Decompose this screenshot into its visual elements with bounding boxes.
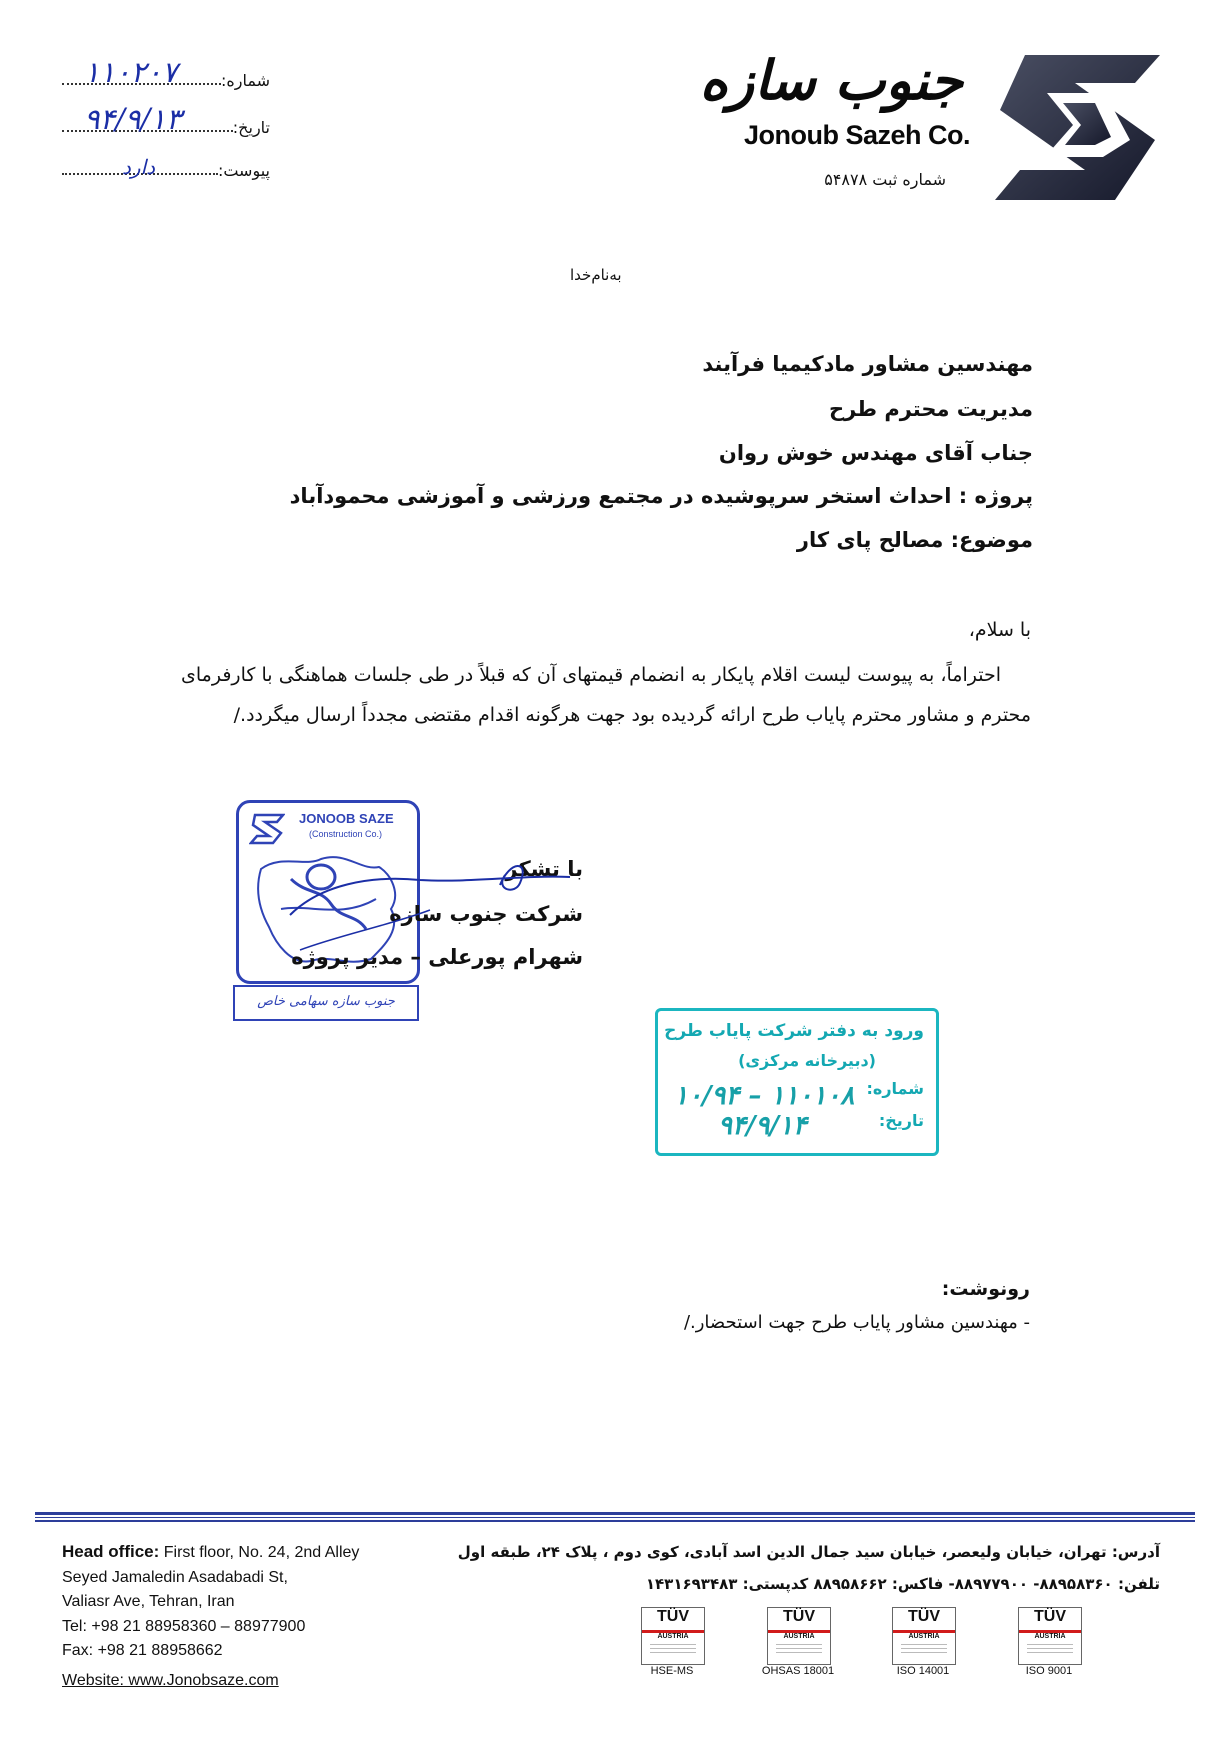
footer-persian-address [458,1536,1160,1600]
stamp-company-sub: (Construction Co.) [309,829,383,839]
footer-en-line1: First floor, No. 24, 2nd Alley [159,1544,360,1561]
tuv-badge-icon [767,1607,831,1665]
entry-stamp-date-label: تاریخ: [878,1111,924,1130]
recipient-line-2: مدیریت محترم طرح [829,397,1033,421]
signature-name: شهرام پورعلی – مدیر پروژه [291,945,583,969]
entry-stamp-number-value: ۱۱۰۱۰۸ – ۱۰/۹۴ [674,1081,855,1111]
handwritten-signature [280,855,580,955]
tuv-badge-icon [892,1607,956,1665]
ref-number-label: شماره: [220,71,270,90]
cert-label: ISO 9001 [1025,1665,1073,1677]
ref-date-row [62,102,270,137]
signature-company: شرکت جنوب سازه [389,902,583,926]
tuv-text: TÜV [1019,1608,1081,1633]
stamp-company-name: JONOOB SAZE [299,811,394,826]
cert-label: OHSAS 18001 [761,1665,835,1677]
tuv-text: TÜV [768,1608,830,1633]
tuv-sub: AUSTRIA [657,1633,689,1640]
footer-rule-top [35,1512,1195,1515]
cert-hse [617,1607,727,1677]
ref-attachment-value: دارد [122,155,156,179]
entry-stamp-title: ورود به دفتر شرکت پایاب طرح [664,1021,924,1041]
letter-body: احتراماً، به پیوست لیست اقلام پایکار به انضمام قیمتهای آن که قبلاً در طی جلسات هماهنگی با کارفرمای محترم و مشاور محترم پایاب طرح ارائه گردیده بود جهت هرگونه اقدام مقتضی مجدداً ارسال میگردد./ [181,664,1031,726]
ref-attachment-row [62,150,270,180]
footer-fa-address: آدرس: تهران، خیابان ولیعصر، خیابان سید جمال الدین اسد آبادی، کوی دوم ، پلاک ۲۴، طبقه اول [457,1543,1160,1561]
footer-rule-bottom [35,1520,1195,1522]
footer-en-line2: Seyed Jamaledin Asadabadi St, [62,1568,288,1586]
tuv-badge-icon [641,1607,705,1665]
footer-en-tel: Tel: +98 21 88958360 – 88977900 [62,1617,306,1635]
cc-item: - مهندسین مشاور پایاب طرح جهت استحضار./ [683,1312,1030,1333]
tuv-text: TÜV [893,1608,955,1633]
cc-title: رونوشت: [941,1278,1030,1300]
tuv-sub: AUSTRIA [783,1633,815,1640]
entry-stamp-date-value: ۹۴/۹/۱۴ [718,1111,807,1141]
signature-thanks: با تشکر [505,857,583,881]
subject-line: موضوع: مصالح پای کار [796,528,1033,552]
recipient-line-3: جناب آقای مهندس خوش روان [718,441,1033,465]
logo-persian-text: جنوب سازه [699,48,963,112]
tuv-sub: AUSTRIA [908,1633,940,1640]
stamp-logo-icon [249,813,285,845]
tuv-sub: AUSTRIA [1034,1633,1066,1640]
entry-stamp-subtitle: (دبیرخانه مرکزی) [738,1051,876,1070]
ref-number-row [62,55,270,90]
recipient-line-1: مهندسین مشاور مادکیمیا فرآیند [702,352,1033,376]
tuv-text: TÜV [642,1608,704,1633]
logo-english-text: Jonoub Sazeh Co. [743,120,970,150]
ref-date-value: ۹۴/۹/۱۳ [84,102,182,136]
stamp-bottom-label: جنوب سازه سهامی خاص [233,985,419,1021]
entry-stamp-number-label: شماره: [866,1079,924,1098]
cert-iso9001 [994,1607,1104,1677]
ref-attachment-label: پیوست: [217,161,270,180]
cert-ohsas [743,1607,853,1677]
entry-stamp [655,1008,939,1156]
footer-rule-mid [35,1517,1195,1518]
greeting: با سلام، [968,619,1031,641]
footer-english-address [62,1540,359,1693]
cert-label: ISO 14001 [896,1665,950,1677]
project-line: پروژه : احداث استخر سرپوشیده در مجتمع ورزشی و آموزشی محمودآباد [289,484,1033,508]
bismillah-heading: به‌نام‌خدا [570,266,622,284]
footer-website-link[interactable]: Website: www.Jonobsaze.com [62,1671,279,1689]
cert-iso14001 [868,1607,978,1677]
footer-fa-contact: تلفن: ۸۸۹۵۸۳۶۰- ۸۸۹۷۷۹۰۰- فاکس: ۸۸۹۵۸۶۶۲ کدپستی: ۱۴۳۱۶۹۳۴۸۳ [645,1575,1160,1593]
tuv-badge-icon [1018,1607,1082,1665]
footer-en-fax: Fax: +98 21 88958662 [62,1642,223,1659]
ref-date-label: تاریخ: [232,118,270,137]
footer-head-label: Head office: [62,1542,160,1561]
registration-number: شماره ثبت ۵۴۸۷۸ [824,170,946,189]
company-logo-icon [985,45,1170,210]
cert-label: HSE-MS [650,1665,694,1677]
footer-en-line3: Valiasr Ave, Tehran, Iran [62,1593,235,1610]
ref-number-value: ۱۱۰۲۰۷ [84,55,178,89]
